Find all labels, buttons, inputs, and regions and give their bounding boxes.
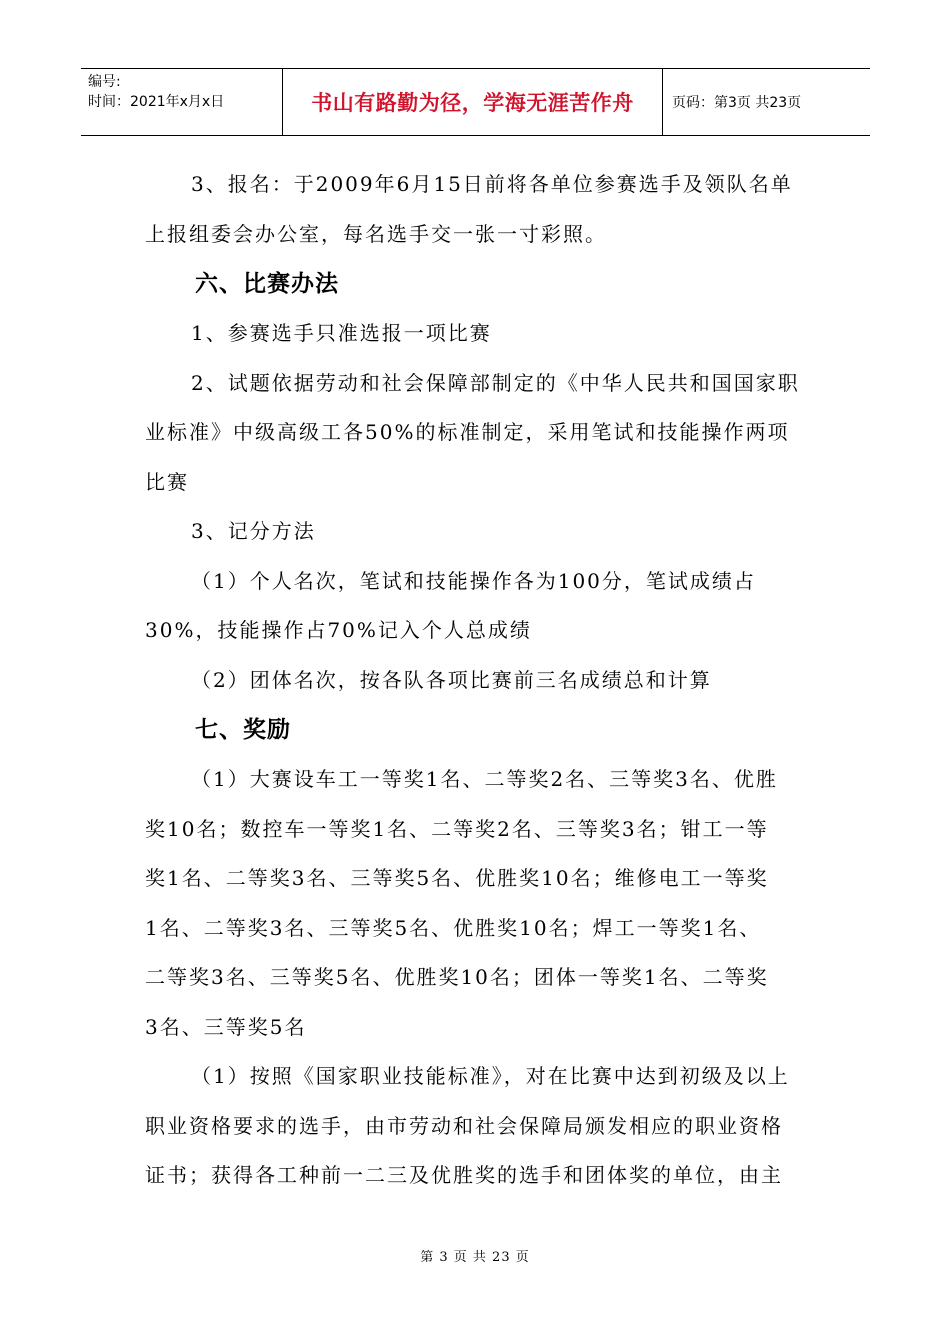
paragraph-line: 职业资格要求的选手，由市劳动和社会保障局颁发相应的职业资格: [145, 1113, 783, 1138]
paragraph-line: 3、记分方法: [191, 519, 316, 543]
header-page-label: 页码：第3页 共23页: [672, 95, 802, 111]
page-footer: 第 3 页 共 23 页: [420, 1250, 530, 1265]
paragraph-line: （1）大赛设车工一等奖1名、二等奖2名、三等奖3名、优胜: [191, 767, 778, 791]
paragraph-line: 上报组委会办公室，每名选手交一张一寸彩照。: [145, 221, 607, 246]
paragraph-line: 二等奖3名、三等奖5名、优胜奖10名；团体一等奖1名、二等奖: [145, 965, 769, 989]
document-time-label: 时间：2021年x月x日: [88, 94, 225, 110]
paragraph-line: （1）个人名次，笔试和技能操作各为100分，笔试成绩占: [191, 568, 756, 593]
paragraph-line: 业标准》中级高级工各50%的标准制定，采用笔试和技能操作两项: [145, 420, 790, 444]
paragraph-line: 30%，技能操作占70%记入个人总成绩: [145, 618, 532, 642]
paragraph-line: 奖10名；数控车一等奖1名、二等奖2名、三等奖3名；钳工一等: [145, 816, 769, 841]
paragraph-line: 1名、二等奖3名、三等奖5名、优胜奖10名；焊工一等奖1名、: [145, 915, 762, 940]
paragraph-line: 1、参赛选手只准选报一项比赛: [191, 321, 492, 345]
paragraph-line: 比赛: [145, 469, 189, 494]
paragraph-line: 3、报名：于2009年6月15日前将各单位参赛选手及领队名单: [191, 172, 793, 196]
header-motto: 书山有路勤为径，学海无涯苦作舟: [283, 69, 663, 135]
document-body: [145, 160, 815, 1201]
paragraph-line: 奖1名、二等奖3名、三等奖5名、优胜奖10名；维修电工一等奖: [145, 866, 769, 890]
document-number-label: 编号:: [88, 74, 121, 90]
header-meta: [81, 69, 283, 135]
paragraph-line: （1）按照《国家职业技能标准》，对在比赛中达到初级及以上: [191, 1064, 790, 1088]
paragraph-line: 3名、三等奖5名: [145, 1014, 307, 1039]
paragraph-line: 证书；获得各工种前一二三及优胜奖的选手和团体奖的单位，由主: [145, 1163, 783, 1187]
paragraph-line: 2、试题依据劳动和社会保障部制定的《中华人民共和国国家职: [191, 370, 800, 395]
section-heading: 六、比赛办法: [195, 271, 339, 297]
section-heading: 七、奖励: [195, 717, 291, 743]
paragraph-line: （2）团体名次，按各队各项比赛前三名成绩总和计算: [191, 667, 712, 692]
document-header: [81, 68, 870, 136]
